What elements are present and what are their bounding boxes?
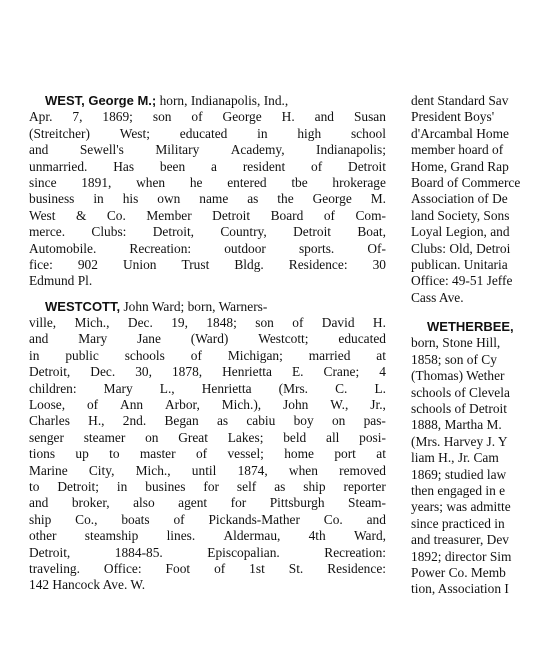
entry-line: then engaged in e <box>411 482 506 498</box>
word: Union <box>122 256 157 272</box>
word: of <box>86 397 99 413</box>
word: of <box>191 109 203 125</box>
word: name <box>199 191 229 207</box>
entry-line: 1858; son of Cy <box>411 351 497 367</box>
word: on <box>331 413 346 429</box>
entry-name: WESTCOTT, <box>45 298 121 314</box>
word: (Ward) <box>190 331 229 347</box>
word: own <box>157 191 181 207</box>
word: boy <box>293 413 314 429</box>
entry-line: liam H., Jr. Cam <box>411 450 499 466</box>
word: Detroit <box>293 224 332 240</box>
word: and <box>29 142 49 158</box>
word: the <box>277 191 294 207</box>
word: of <box>190 347 202 363</box>
word: lines. <box>166 528 196 544</box>
word: educated <box>179 125 228 141</box>
word: married <box>308 347 351 363</box>
word: sports. <box>298 240 335 256</box>
entry-line: tion, Association I <box>411 581 509 597</box>
word: until <box>191 462 217 478</box>
entry-line: schools of Detroit <box>411 401 507 417</box>
word: home <box>284 446 314 462</box>
word: W., <box>330 397 349 413</box>
word: ship <box>303 478 326 494</box>
entry-line <box>29 512 386 528</box>
entry-line <box>29 126 386 142</box>
word: John <box>283 397 309 413</box>
word: of <box>195 446 208 462</box>
word: Recreation: <box>324 544 386 560</box>
word: 1848; <box>206 315 237 331</box>
word: Charles <box>29 413 70 429</box>
continued-entry-line: Board of Commerce <box>411 174 521 190</box>
word: children: <box>29 380 77 396</box>
word: Arbor, <box>165 397 200 413</box>
entry-line <box>29 364 386 380</box>
word: as <box>247 191 259 207</box>
entry-first-line-text: horn, Indianapolis, Ind., <box>156 93 289 108</box>
word: Detroit, <box>152 224 195 240</box>
word: Marine <box>29 462 68 478</box>
word: as <box>216 413 229 429</box>
word: on <box>145 429 159 445</box>
word: Michigan; <box>227 347 283 363</box>
word: 2nd. <box>122 413 147 429</box>
entry-first-line <box>411 319 556 335</box>
word: Residence: <box>327 560 386 576</box>
word: Jr., <box>370 397 386 413</box>
word: Began <box>164 413 199 429</box>
word: Mich., <box>135 462 171 478</box>
word: of <box>173 511 185 527</box>
word: Residence: <box>288 256 348 272</box>
word: tbe <box>291 174 308 190</box>
entry-line <box>29 463 386 479</box>
word: 30, <box>135 364 152 380</box>
word: Lakes; <box>227 429 264 445</box>
entry-line <box>29 413 386 429</box>
word: Sewell's <box>79 142 124 158</box>
word: ville, <box>29 315 57 331</box>
entry-line <box>29 208 386 224</box>
word: entered <box>227 174 267 190</box>
entry-first-line <box>29 93 386 109</box>
entry-line <box>29 241 386 257</box>
entry-last-line: 142 Hancock Ave. W. <box>29 577 146 593</box>
word: of <box>292 315 304 331</box>
left-column <box>29 93 386 594</box>
entry-line: schools of Clevela <box>411 384 510 400</box>
word: school <box>350 125 386 141</box>
word: 1884-85. <box>114 544 163 560</box>
continued-entry-line: President Boys' <box>411 109 495 125</box>
word: of <box>311 158 323 174</box>
word: Apr. <box>29 109 53 125</box>
word: Has <box>113 158 135 174</box>
word: schools <box>124 347 165 363</box>
word: all <box>326 429 340 445</box>
word: Mary <box>78 331 108 347</box>
word: George <box>222 109 262 125</box>
word: Academy, <box>230 142 285 158</box>
word: son <box>255 315 274 331</box>
entry-first-line-text: John Ward; born, Warners- <box>120 298 268 314</box>
entry-line: 1869; studied law <box>411 466 507 482</box>
entry-line <box>29 397 386 413</box>
word: 4th <box>308 528 326 544</box>
word: Jane <box>137 331 161 347</box>
word: Of- <box>367 240 386 256</box>
word: H. <box>372 315 386 331</box>
word: Loose, <box>29 397 66 413</box>
word: traveling. <box>29 560 80 576</box>
entry-line: 1892; director Sim <box>411 548 512 564</box>
continued-entry-line: Cass Ave. <box>411 289 464 305</box>
word: to <box>29 478 40 494</box>
word: son <box>152 109 172 125</box>
word: 1891, <box>81 174 112 190</box>
word: Clubs: <box>91 224 127 240</box>
word: 30 <box>372 256 386 272</box>
word: public <box>65 347 99 363</box>
word: Westcott; <box>258 331 309 347</box>
word: St. <box>288 560 304 576</box>
word: Bldg. <box>234 256 264 272</box>
word: (Mrs. <box>278 380 309 396</box>
word: hrokerage <box>332 174 386 190</box>
word: as <box>274 478 286 494</box>
word: tions <box>29 446 56 462</box>
entry-line: and treasurer, Dev <box>411 532 509 548</box>
word: in <box>116 478 128 494</box>
word: unmarried. <box>29 158 88 174</box>
word: Boat, <box>357 224 386 240</box>
entry-line: born, Stone Hill, <box>411 335 501 351</box>
entry-line: Power Co. Memb <box>411 564 506 580</box>
word: Member <box>146 207 192 223</box>
entry-line <box>29 191 386 207</box>
word: Pittsburgh <box>269 495 325 511</box>
word: educated <box>338 331 386 347</box>
word: in <box>257 125 268 141</box>
word: Detroit, <box>29 544 71 560</box>
word: David <box>321 315 355 331</box>
word: Crane; <box>323 364 360 380</box>
word: 902 <box>77 256 98 272</box>
entry-name: WEST, George M.; <box>45 93 157 108</box>
word: Foot <box>165 560 191 576</box>
word: vessel; <box>227 446 264 462</box>
word: L. <box>374 380 386 396</box>
word: Detroit, <box>29 364 71 380</box>
word: Mich., <box>74 315 110 331</box>
word: outdoor <box>224 240 266 256</box>
word: Steam- <box>348 495 386 511</box>
entry-line <box>29 315 386 331</box>
word: 1869; <box>102 109 133 125</box>
word: Co., <box>75 511 98 527</box>
word: C. <box>335 380 348 396</box>
entry-line <box>29 528 386 544</box>
word: Dec. <box>127 315 153 331</box>
word: master <box>139 446 176 462</box>
word: at <box>376 446 386 462</box>
word: and <box>366 511 386 527</box>
continued-entry-line: dent Standard Sav <box>411 93 509 108</box>
word: merce. <box>29 224 66 240</box>
continued-entry-line: Clubs: Old, Detroi <box>411 240 511 256</box>
word: his <box>122 191 139 207</box>
entry-line: (Mrs. Harvey J. Y <box>411 433 508 449</box>
word: 1st <box>249 560 265 576</box>
biography-entry-westcott <box>29 299 386 594</box>
entry-name: WETHERBEE, <box>427 319 514 335</box>
word: 19, <box>171 315 188 331</box>
word: Ward, <box>353 528 386 544</box>
entry-line <box>29 495 386 511</box>
word: Ann <box>120 397 144 413</box>
entry-line <box>29 430 386 446</box>
continued-entry-line: publican. Unitaria <box>411 256 508 272</box>
word: Com- <box>355 207 386 223</box>
word: fice: <box>29 256 53 272</box>
word: 1874, <box>237 462 268 478</box>
word: steamer <box>83 429 126 445</box>
entry-line <box>29 446 386 462</box>
word: posi- <box>359 429 386 445</box>
word: and <box>29 331 49 347</box>
entry-last-line: Edmund Pl. <box>29 273 93 289</box>
word: City, <box>88 462 115 478</box>
word: Henrietta <box>222 364 272 380</box>
word: 1878, <box>171 364 203 380</box>
entry-line <box>29 142 386 158</box>
word: H., <box>88 413 105 429</box>
word: Co. <box>323 511 343 527</box>
entry-line <box>29 159 386 175</box>
word: E. <box>291 364 304 380</box>
word: business <box>29 191 75 207</box>
word: Trust <box>181 256 210 272</box>
word: George <box>312 191 352 207</box>
word: Detroit; <box>57 478 99 494</box>
word: Henrietta <box>201 380 252 396</box>
word: & <box>75 207 87 223</box>
word: been <box>159 158 186 174</box>
entry-line <box>29 109 386 125</box>
word: of <box>214 560 226 576</box>
word: L., <box>159 380 175 396</box>
word: Aldermau, <box>223 528 281 544</box>
word: a <box>211 158 217 174</box>
word: agent <box>178 495 208 511</box>
word: M. <box>370 191 386 207</box>
continued-entry-line: d'Arcambal Home <box>411 125 509 141</box>
entry-line <box>29 224 386 240</box>
entry-line <box>29 545 386 561</box>
entry-line <box>29 348 386 364</box>
word: other <box>29 528 57 544</box>
word: Automobile. <box>29 240 97 256</box>
word: Mich.), <box>221 397 262 413</box>
word: Mary <box>103 380 133 396</box>
continued-entry-line: land Society, Sons <box>411 207 510 223</box>
word: 7, <box>72 109 83 125</box>
word: broker, <box>71 495 110 511</box>
word: H. <box>281 109 295 125</box>
word: at <box>376 347 386 363</box>
word: Susan <box>353 109 386 125</box>
word: for <box>230 495 247 511</box>
word: Indianapolis; <box>316 142 386 158</box>
word: ship <box>29 511 52 527</box>
word: Board <box>270 207 304 223</box>
word: busines <box>145 478 186 494</box>
continued-entry-line: member hoard of <box>411 142 504 158</box>
word: up <box>75 446 89 462</box>
word: when <box>136 174 166 190</box>
word: removed <box>339 462 386 478</box>
word: when <box>288 462 318 478</box>
word: Office: <box>103 560 142 576</box>
word: in <box>29 347 40 363</box>
word: Co. <box>106 207 126 223</box>
word: boats <box>121 511 150 527</box>
entry-first-line <box>29 299 386 315</box>
word: West; <box>119 125 150 141</box>
word: Detroit <box>348 158 386 174</box>
word: Country, <box>220 224 267 240</box>
right-column <box>411 93 556 598</box>
word: cabiu <box>246 413 276 429</box>
entry-line <box>29 479 386 495</box>
word: to <box>109 446 120 462</box>
word: and <box>314 109 334 125</box>
word: Great <box>178 429 208 445</box>
word: (Streitcher) <box>29 125 90 141</box>
word: 4 <box>379 364 386 380</box>
continued-entry-line: Home, Grand Rap <box>411 158 509 174</box>
word: self <box>236 478 257 494</box>
word: reporter <box>343 478 386 494</box>
word: Dec. <box>90 364 116 380</box>
continued-entry-line: Loyal Legion, and <box>411 224 510 240</box>
continued-entry-line: Association of De <box>411 191 508 207</box>
word: Detroit <box>212 207 251 223</box>
entry-line <box>29 381 386 397</box>
word: West <box>29 207 56 223</box>
entry-line <box>29 561 386 577</box>
word: of <box>323 207 335 223</box>
continued-entry-line: Office: 49-51 Jeffe <box>411 273 513 289</box>
word: steamship <box>84 528 139 544</box>
word: in <box>93 191 104 207</box>
entry-line: (Thomas) Wether <box>411 368 505 384</box>
entry-line <box>29 331 386 347</box>
biography-entry-west <box>29 93 386 290</box>
word: since <box>29 174 57 190</box>
word: Military <box>155 142 200 158</box>
entry-line: 1888, Martha M. <box>411 417 502 433</box>
word: Recreation: <box>129 240 192 256</box>
word: for <box>203 478 219 494</box>
word: beld <box>283 429 307 445</box>
word: he <box>189 174 203 190</box>
entry-line: years; was admitte <box>411 499 511 515</box>
word: also <box>133 495 155 511</box>
entry-line <box>29 175 386 191</box>
word: resident <box>242 158 286 174</box>
entry-line: since practiced in <box>411 515 505 531</box>
word: senger <box>29 429 64 445</box>
word: and <box>29 495 49 511</box>
word: Pickands-Mather <box>208 511 300 527</box>
word: Episcopalian. <box>207 544 280 560</box>
word: high <box>297 125 322 141</box>
entry-line <box>29 257 386 273</box>
word: port <box>334 446 356 462</box>
word: pas- <box>363 413 386 429</box>
